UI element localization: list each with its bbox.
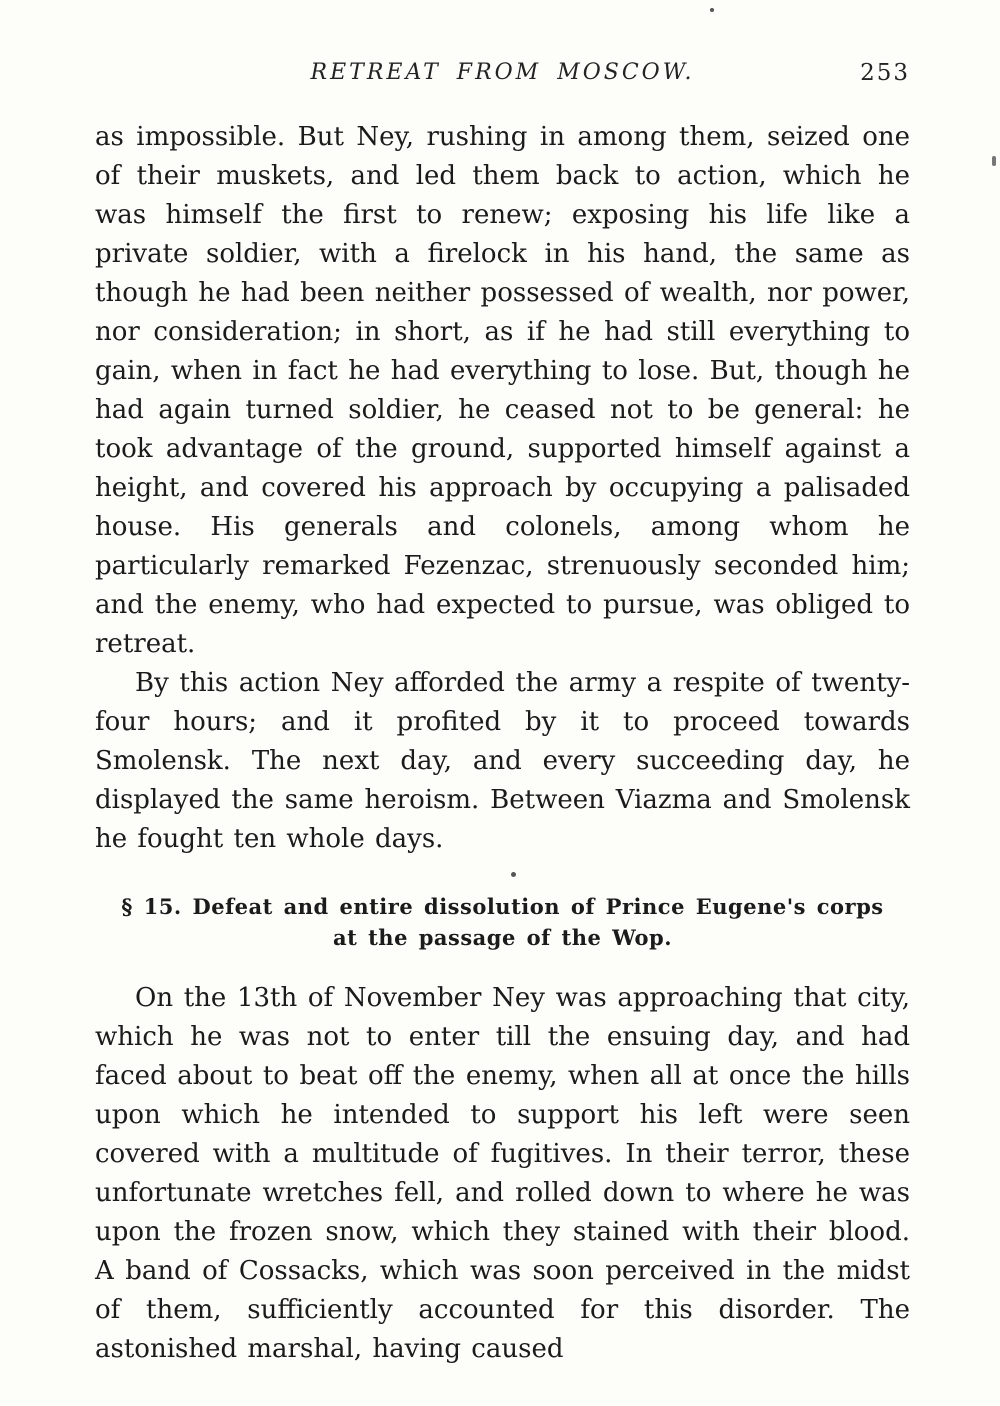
page-header bbox=[95, 60, 910, 94]
scan-artifact-dot bbox=[511, 872, 516, 877]
running-title: RETREAT FROM MOSCOW. bbox=[310, 60, 695, 85]
scan-artifact-mark bbox=[992, 156, 996, 166]
scan-artifact-dot bbox=[710, 8, 714, 12]
page-number: 253 bbox=[860, 60, 910, 86]
text-block bbox=[95, 118, 910, 1369]
paragraph-continuation: as impossible. But Ney, rushing in among them, seized one of their muskets, and led them back to action, which he was himself the first to renew; exposing his life like a private soldier, with a firelock in his hand, the same as though he had been neither possessed of wealth, nor power, nor consideration; in short, as if he had still everything to gain, when in fact he had everything to lose. But, though he had again turned soldier, he ceased not to be general: he took advantage of the ground, supported himself against a height, and covered his approach by occupying a palisaded house. His generals and colonels, among whom he particularly remarked Fezenzac, strenuously seconded him; and the enemy, who had expected to pursue, was obliged to retreat. bbox=[95, 122, 910, 659]
section-heading bbox=[95, 891, 910, 953]
section-heading-line2: at the passage of the Wop. bbox=[332, 925, 673, 950]
paragraph: On the 13th of November Ney was approaching that city, which he was not to enter till the ensuing day, and had faced about to beat off the enemy, when all at once the hills upon which he intended to support his left were seen covered with a multitude of fugitives. In their terror, these unfortunate wretches fell, and rolled down to where he was upon the frozen snow, which they stained with their blood. A band of Cossacks, which was soon perceived in the midst of them, sufficiently accounted for this disorder. The astonished marshal, having caused bbox=[95, 983, 910, 1364]
paragraph: By this action Ney afforded the army a respite of twenty-four hours; and it profited by it to proceed towards Smolensk. The next day, and every succeeding day, he displayed the same heroism. Between Viazma and Smolensk he fought ten whole days. bbox=[95, 668, 910, 854]
section-heading-line1: § 15. Defeat and entire dissolution of Prince Eugene's corps bbox=[121, 894, 884, 919]
